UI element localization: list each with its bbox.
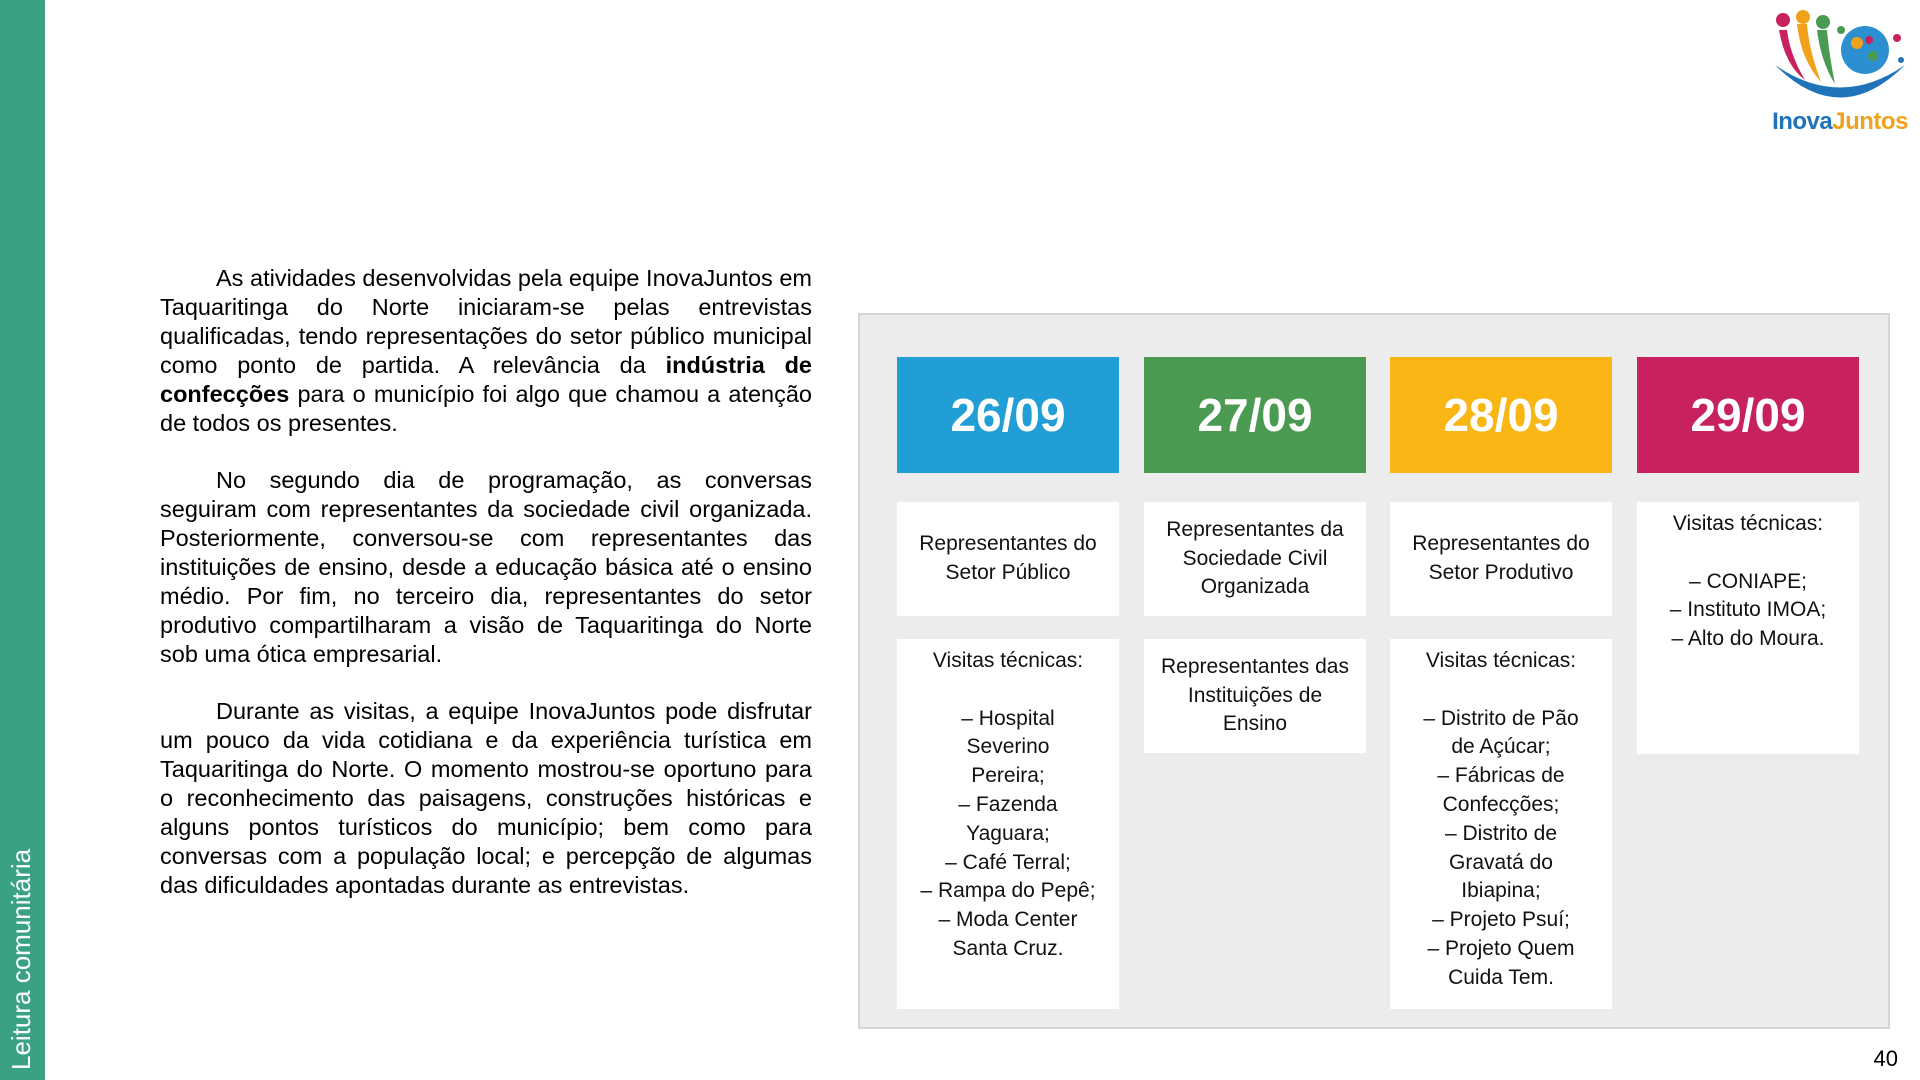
card-day2-education <box>1144 639 1366 753</box>
paragraph-3: Durante as visitas, a equipe InovaJuntos pode disfrutar um pouco da vida cotidiana e da experiência turística em Taquaritinga do Norte. O momento mostrou-se oportuno para o reconhecimento das paisagens, construções históricas e alguns pontos turísticos do município; bem como para conversas com a população local; e percepção de algumas das dificuldades apontadas durante as entrevistas. <box>160 698 812 898</box>
date-box-3 <box>1390 357 1612 473</box>
list-item: – Alto do Moura. <box>1671 627 1825 651</box>
card-title: Visitas técnicas: <box>1425 649 1577 672</box>
list-item: – Fazenda <box>958 792 1058 816</box>
list-item: Severino <box>966 735 1050 759</box>
date-label: 27/09 <box>1197 389 1313 441</box>
date-box-4 <box>1637 357 1859 473</box>
card-line: Representantes da <box>1166 517 1344 541</box>
list-item: – Projeto Quem <box>1427 936 1575 960</box>
card-line: Representantes do <box>1412 532 1590 556</box>
card-line: Representantes do <box>919 532 1097 556</box>
card-line: Instituições de <box>1187 683 1323 707</box>
paragraph-1-end: para o município foi algo que chamou a atenção de todos os presentes. <box>160 381 812 436</box>
date-box-2 <box>1144 357 1366 473</box>
card-line: Setor Produtivo <box>1428 561 1574 584</box>
paragraph-1 <box>160 264 812 438</box>
logo-text <box>1765 108 1915 136</box>
logo-text-juntos: Juntos <box>1832 108 1908 135</box>
list-item: – Distrito de <box>1444 821 1558 845</box>
logo-emblem-icon <box>1765 10 1915 110</box>
list-item: Ibiapina; <box>1461 879 1541 903</box>
card-line: Ensino <box>1222 712 1288 736</box>
card-line: Setor Público <box>945 561 1071 584</box>
list-item: – Distrito de Pão <box>1423 706 1579 730</box>
logo-text-inova: Inova <box>1772 108 1833 135</box>
inovajuntos-logo <box>1765 10 1915 138</box>
list-item: – Fábricas de <box>1437 764 1565 788</box>
card-day3-visits <box>1390 639 1612 1009</box>
list-item: Confecções; <box>1442 792 1560 816</box>
list-item: – Hospital <box>961 706 1055 730</box>
card-title: Visitas técnicas: <box>932 649 1084 672</box>
date-box-1 <box>897 357 1119 473</box>
card-line: Representantes das <box>1161 654 1349 678</box>
card-day2-civil-society <box>1144 502 1366 616</box>
list-item: Pereira; <box>971 764 1045 788</box>
sidebar-label: Leitura comunitária <box>6 848 36 1070</box>
date-label: 26/09 <box>950 389 1066 441</box>
body-text <box>160 264 812 928</box>
list-item: – Rampa do Pepê; <box>920 879 1096 903</box>
list-item: – Café Terral; <box>945 850 1071 874</box>
visit-list <box>1670 568 1826 654</box>
page-number: 40 <box>1873 1046 1898 1071</box>
card-day3-productive-sector <box>1390 502 1612 616</box>
card-day1-visits <box>897 639 1119 1009</box>
list-item: – Instituto IMOA; <box>1669 598 1827 622</box>
date-label: 28/09 <box>1443 389 1559 441</box>
list-item: Cuida Tem. <box>1448 965 1554 989</box>
list-item: Gravatá do <box>1449 850 1553 874</box>
card-day4-visits <box>1637 502 1859 754</box>
sidebar <box>0 0 45 1080</box>
list-item: Yaguara; <box>966 821 1050 845</box>
paragraph-2: No segundo dia de programação, as conversas seguiram com representantes da sociedade civil organizada. Posteriormente, conversou-se com representantes das instituições de ensino, desde a educação básica até o ensino médio. Por fim, no terceiro dia, representantes do setor produtivo compartilharam a visão de Taquaritinga do Norte sob uma ótica empresarial. <box>160 467 812 667</box>
list-item: – CONIAPE; <box>1689 569 1807 593</box>
list-item: de Açúcar; <box>1451 735 1551 759</box>
card-line: Organizada <box>1200 575 1310 599</box>
card-title: Visitas técnicas: <box>1672 512 1824 535</box>
card-line: Sociedade Civil <box>1182 546 1328 570</box>
paragraph-1-start: As atividades desenvolvidas pela equipe InovaJuntos em Taquaritinga do Norte iniciaram-se pelas entrevistas qualificadas, tendo representações do setor público municipal como ponto de partida. A relevância da <box>160 265 812 378</box>
date-label: 29/09 <box>1690 389 1806 441</box>
visit-list <box>920 705 1095 964</box>
paragraph-1-highlight: indústria de confecções <box>160 352 812 407</box>
list-item: Santa Cruz. <box>952 936 1064 960</box>
visit-list <box>1423 705 1578 993</box>
list-item: – Moda Center <box>938 908 1078 932</box>
list-item: – Projeto Psuí; <box>1432 908 1570 932</box>
card-day1-public-sector <box>897 502 1119 616</box>
